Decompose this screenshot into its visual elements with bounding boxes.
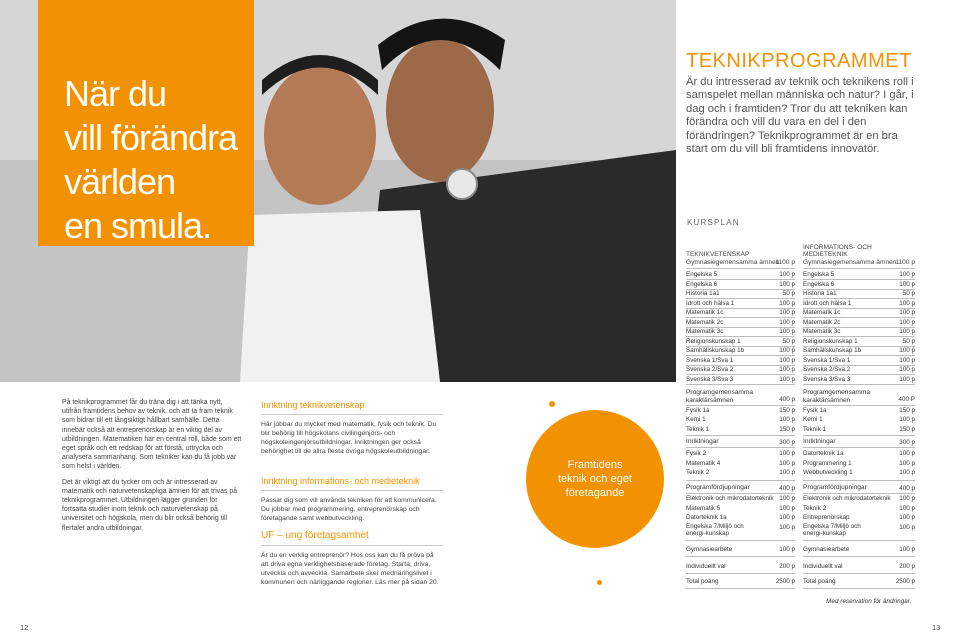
category-name: Inriktningar <box>803 438 836 445</box>
course-name: Programmering 1 <box>803 459 852 467</box>
course-points: 100 p <box>899 375 915 383</box>
course-row <box>803 449 915 458</box>
course-points: 100 p <box>779 375 795 383</box>
category-name: Programgemensamma karaktärsämnen <box>803 389 871 404</box>
course-name: Engelska 6 <box>803 280 835 288</box>
course-row <box>686 513 795 522</box>
section-text: Här jobbar du mycket med matematik, fysik och teknik. Du blir behörig till högskolans civilingenjörs- och högskoleingenjörsutbildningar. Inriktningen ger också behörighet till de allra flesta övriga högskoleutbildningar. <box>261 421 437 456</box>
inriktning-medieteknik <box>261 476 443 523</box>
course-points: 150 p <box>899 425 915 433</box>
table-divider <box>803 556 915 557</box>
course-points: 200 p <box>779 563 795 570</box>
course-points: 100 p <box>899 299 915 307</box>
course-points: 200 p <box>899 563 915 570</box>
col2-subhead: Gymnasiegemensamma ämnen <box>803 259 897 266</box>
course-name: Matematik 3c <box>686 328 724 335</box>
course-name: Gymnasiearbete <box>803 546 850 553</box>
course-name: Gymnasiearbete <box>686 546 733 553</box>
hero-title <box>64 72 244 248</box>
course-name: Engelska 7/Miljö och energi-kunskap <box>803 522 861 538</box>
course-points: 50 p <box>782 290 795 297</box>
course-points: 100 p <box>899 469 915 477</box>
course-row <box>803 280 915 289</box>
course-row <box>686 346 795 355</box>
hero-title-line: När du <box>64 73 167 114</box>
footnote: Med reservation för ändringar. <box>826 598 912 605</box>
section-text: Är du en verklig entreprenör? Hos oss kan du få pröva på att driva egna verklighetsbaserade företag. Starta, driva, utveckla och avveckla. Samarbete sker mednäringslivet i kommunen och närliggande regioner. Läs mer på sidan 20. <box>261 552 439 587</box>
course-name: Total poäng <box>686 578 719 585</box>
course-points: 100 p <box>899 309 915 316</box>
decorative-dot <box>549 401 555 407</box>
category-name: Inriktningar <box>686 438 719 445</box>
course-row <box>686 318 795 327</box>
course-points: 100 p <box>779 318 795 326</box>
course-points: 100 p <box>899 318 915 326</box>
course-name: Matematik 2c <box>686 318 724 326</box>
course-points: 100 p <box>779 523 795 531</box>
col1-title: TEKNIKVETENSKAP <box>686 251 750 258</box>
category-row <box>803 389 915 405</box>
course-points: 100 p <box>899 366 915 373</box>
table-divider <box>803 573 915 574</box>
course-row <box>803 513 915 522</box>
course-row <box>686 577 795 586</box>
description-paragraph: På teknikprogrammet får du träna dig i att tänka nytt, utifrån framtidens behov av teknik, och att ta fram teknik som bidrar till ett långsiktigt hållbart samhälle. Detta innebär också att entreprenörskap är en viktig del av utbildningen. Matematiken har en central roll, både som ett eget språk och ett redskap för att förstå, uttrycka och analysera sammanhang. Som tekniker kan du få jobb var som helst i världen. <box>62 399 242 471</box>
col2-title-line1: INFORMATIONS- OCH <box>803 244 872 251</box>
course-points: 50 p <box>902 290 915 297</box>
course-name: Svenska 3/Sva 3 <box>686 375 734 383</box>
hero-title-line: världen <box>64 161 176 202</box>
course-points: 100 p <box>779 416 795 424</box>
course-name: Fysik 1a <box>686 407 710 414</box>
col2-title-line2: MEDIETEKNIK <box>803 251 848 258</box>
course-points: 100 p <box>779 347 795 354</box>
course-points: 100 p <box>899 416 915 424</box>
course-name: Elektronik och mikrodatorteknik <box>803 495 891 502</box>
kursplan-heading: KURSPLAN <box>687 218 740 227</box>
course-points: 100 p <box>899 280 915 288</box>
uf-section <box>261 530 443 587</box>
course-row <box>686 523 795 539</box>
course-points: 100 p <box>779 299 795 307</box>
inriktning-teknikvetenskap <box>261 400 443 456</box>
course-row <box>803 562 915 571</box>
table-divider <box>803 588 915 589</box>
course-row <box>803 406 915 415</box>
course-table-teknikvetenskap <box>686 0 795 632</box>
table-divider <box>803 447 915 448</box>
course-name: Kemi 1 <box>686 416 706 424</box>
table-divider <box>686 540 795 541</box>
page-number-right: 13 <box>932 623 941 632</box>
course-row <box>803 523 915 539</box>
course-name: Samhällskunskap 1b <box>803 347 862 354</box>
table-divider <box>803 435 915 436</box>
course-name: Svenska 2/Sva 2 <box>686 366 734 373</box>
course-name: Teknik 1 <box>686 425 710 433</box>
course-points: 100 p <box>779 495 795 502</box>
course-points: 50 p <box>782 337 795 345</box>
course-points: 2500 p <box>895 578 915 585</box>
course-row <box>803 327 915 336</box>
course-points: 100 p <box>779 504 795 512</box>
category-points: 400 p <box>779 485 795 492</box>
course-row <box>803 318 915 327</box>
table-divider <box>686 435 795 436</box>
course-name: Elektronik och mikrodatorteknik <box>686 495 774 502</box>
category-name: Programfördjupningar <box>803 484 867 491</box>
course-name: Individuellt val <box>803 563 843 570</box>
program-title: TEKNIKPROGRAMMET <box>686 50 912 72</box>
course-row <box>686 459 795 468</box>
course-name: Datorteknik 1a <box>686 514 727 522</box>
course-name: Religionskunskap 1 <box>686 337 741 345</box>
course-name: Matematik 3c <box>803 328 841 335</box>
table-divider <box>803 268 915 269</box>
course-points: 50 p <box>902 337 915 345</box>
course-row <box>803 289 915 298</box>
course-row <box>686 308 795 317</box>
course-points: 100 p <box>899 504 915 512</box>
course-name: Engelska 6 <box>686 280 718 288</box>
col1-subhead: Gymnasiegemensamma ämnen <box>686 259 780 266</box>
course-row <box>686 425 795 434</box>
program-intro: Är du intresserad av teknik och teknikens roll i samspelet mellan människa och natur? I går, i dag och i framtiden? Tror du att tekniken kan förändra och vill du vara en del i den förändringen? Teknikprogrammet är en bra start om du vill bli framtidens innovatör. <box>686 76 914 156</box>
course-row <box>803 494 915 503</box>
course-row <box>686 504 795 513</box>
course-points: 150 p <box>779 407 795 414</box>
course-name: Idrott och hälsa 1 <box>686 299 735 307</box>
course-row <box>803 346 915 355</box>
section-heading: UF – ung företagsamhet <box>261 530 369 541</box>
category-points: 400 P <box>898 396 915 403</box>
course-name: Fysik 1a <box>803 407 827 414</box>
section-heading: Inriktning informations- och medieteknik <box>261 476 420 486</box>
course-row <box>803 425 915 434</box>
course-points: 100 p <box>899 271 915 278</box>
course-points: 100 p <box>899 347 915 354</box>
course-points: 2500 p <box>775 578 795 585</box>
course-points: 150 p <box>899 407 915 414</box>
course-points: 150 p <box>779 425 795 433</box>
course-points: 100 p <box>899 450 915 457</box>
course-name: Kemi 1 <box>803 416 823 424</box>
course-name: Historia 1a1 <box>803 290 837 297</box>
course-row <box>686 562 795 571</box>
course-row <box>686 545 795 554</box>
course-row <box>686 270 795 279</box>
decorative-dot <box>597 580 602 585</box>
section-text: Passar dig som vill använda tekniken för att kommunicera. Du jobbar med programmering, entreprenörskap och företagande samt webbutveckling. <box>261 497 437 523</box>
table-divider <box>686 384 795 385</box>
course-row <box>803 299 915 308</box>
course-name: Matematik 5 <box>686 504 721 512</box>
course-row <box>686 468 795 477</box>
course-row <box>686 375 795 384</box>
course-points: 100 p <box>899 328 915 335</box>
category-points: 400 p <box>779 396 795 403</box>
course-points: 100 p <box>779 546 795 553</box>
course-name: Datorteknik 1a <box>803 450 844 457</box>
table-divider <box>686 480 795 481</box>
table-divider <box>803 480 915 481</box>
table-divider <box>686 588 795 589</box>
course-points: 100 p <box>779 271 795 278</box>
course-name: Matematik 4 <box>686 459 721 467</box>
course-name: Teknik 2 <box>686 469 710 477</box>
program-description <box>62 398 242 539</box>
course-points: 100 p <box>899 546 915 553</box>
course-row <box>803 468 915 477</box>
circle-line: företagande <box>565 487 625 499</box>
course-table-informationsteknik <box>803 0 915 632</box>
course-name: Svenska 2/Sva 2 <box>803 366 851 373</box>
course-points: 100 p <box>899 459 915 467</box>
table-divider <box>686 573 795 574</box>
course-points: 100 p <box>899 523 915 531</box>
course-name: Historia 1a1 <box>686 290 720 297</box>
course-name: Idrott och hälsa 1 <box>803 299 852 307</box>
feature-circle <box>526 410 664 548</box>
course-points: 100 p <box>899 514 915 522</box>
course-points: 100 p <box>779 514 795 522</box>
course-name: Teknik 2 <box>803 504 827 512</box>
course-name: Entreprenörskap <box>803 514 850 522</box>
course-row <box>686 327 795 336</box>
course-points: 100 p <box>779 328 795 335</box>
course-row <box>686 365 795 374</box>
hero-title-line: en smula. <box>64 205 212 246</box>
table-divider <box>803 540 915 541</box>
course-points: 100 p <box>899 356 915 364</box>
page-number-left: 12 <box>20 623 29 632</box>
course-name: Matematik 2c <box>803 318 841 326</box>
course-row <box>803 577 915 586</box>
course-row <box>803 459 915 468</box>
description-paragraph: Det är viktigt att du tycker om och är intresserad av matematik och naturvetenskapliga ämnen för att trivas på teknikprogrammet. Utbildningen lägger grunden för fortsatta studier inom teknik och naturvetenskap på universitet och högskola, men du blir också behörig till flertalet andra utbildningar. <box>62 478 238 532</box>
category-row <box>686 389 795 405</box>
circle-line: teknik och eget <box>558 473 632 485</box>
course-name: Fysik 2 <box>686 450 706 457</box>
course-row <box>803 365 915 374</box>
table-divider <box>803 384 915 385</box>
divider <box>261 490 443 491</box>
course-points: 100 p <box>779 450 795 457</box>
course-row <box>803 356 915 365</box>
course-points: 100 p <box>779 366 795 373</box>
course-name: Engelska 5 <box>686 271 718 278</box>
course-points: 100 p <box>779 459 795 467</box>
category-name: Programgemensamma karaktärsämnen <box>686 389 754 404</box>
course-name: Svenska 1/Sva 1 <box>686 356 734 364</box>
course-name: Engelska 5 <box>803 271 835 278</box>
category-points: 400 p <box>899 485 915 492</box>
course-row <box>686 337 795 346</box>
table-divider <box>686 556 795 557</box>
category-name: Programfördjupningar <box>686 484 750 491</box>
course-name: Svenska 3/Sva 3 <box>803 375 851 383</box>
course-row <box>686 289 795 298</box>
divider <box>261 545 443 546</box>
course-points: 100 p <box>779 309 795 316</box>
course-name: Engelska 7/Miljö och energi-kunskap <box>686 522 744 538</box>
course-name: Samhällskunskap 1b <box>686 347 745 354</box>
course-row <box>686 449 795 458</box>
course-name: Total poäng <box>803 578 836 585</box>
course-row <box>686 494 795 503</box>
section-heading: Inriktning teknikvetenskap <box>261 400 365 410</box>
col1-subhead-points: 1100 p <box>775 259 795 266</box>
hero-title-line: vill förändra <box>64 117 238 158</box>
circle-line: Framtidens <box>567 459 623 471</box>
course-row <box>686 299 795 308</box>
course-points: 100 p <box>779 469 795 477</box>
table-divider <box>686 268 795 269</box>
course-name: Teknik 1 <box>803 425 827 433</box>
course-name: Webbutveckling 1 <box>803 469 853 477</box>
course-name: Individuellt val <box>686 563 726 570</box>
course-name: Religionskunskap 1 <box>803 337 858 345</box>
course-points: 100 p <box>779 280 795 288</box>
col2-subhead-points: 1100 p <box>895 259 915 266</box>
course-points: 100 p <box>899 495 915 502</box>
divider <box>261 414 443 415</box>
category-points: 300 p <box>899 439 915 446</box>
course-row <box>803 504 915 513</box>
course-points: 100 p <box>779 356 795 364</box>
course-row <box>686 415 795 424</box>
course-row <box>803 545 915 554</box>
table-divider <box>686 447 795 448</box>
course-name: Svenska 1/Sva 1 <box>803 356 851 364</box>
course-name: Matematik 1c <box>803 309 841 316</box>
course-row <box>803 375 915 384</box>
course-row <box>686 280 795 289</box>
category-points: 300 p <box>779 439 795 446</box>
course-row <box>803 308 915 317</box>
course-row <box>803 270 915 279</box>
course-name: Matematik 1c <box>686 309 724 316</box>
course-row <box>686 356 795 365</box>
course-row <box>803 337 915 346</box>
course-row <box>686 406 795 415</box>
course-row <box>803 415 915 424</box>
